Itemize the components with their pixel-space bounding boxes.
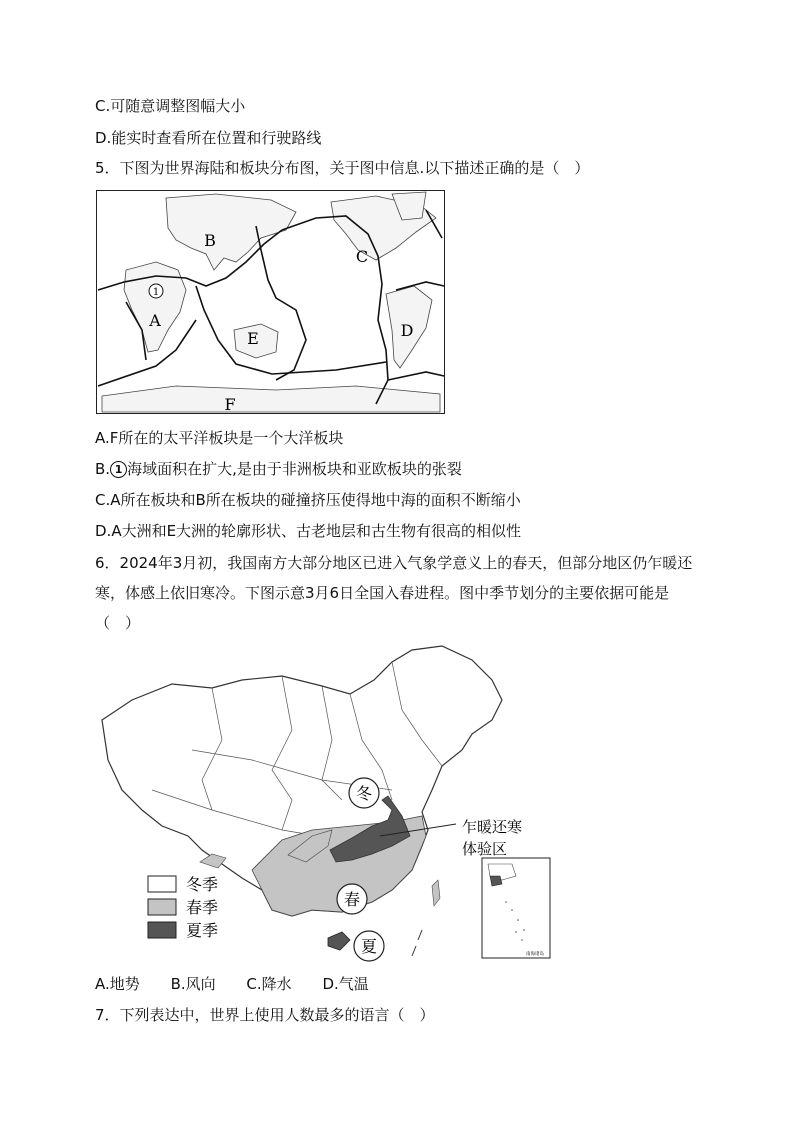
legend-label-summer: 夏季 xyxy=(186,921,219,940)
q6-option-c: C.降水 xyxy=(246,975,292,993)
q5-option-b xyxy=(95,459,462,479)
summer-label: 夏 xyxy=(360,937,378,956)
map-label-B: B xyxy=(204,231,216,250)
spring-label: 春 xyxy=(343,890,361,909)
map-label-F: F xyxy=(224,395,236,414)
prev-option-c: C.可随意调整图幅大小 xyxy=(95,97,246,115)
legend-swatch-summer xyxy=(148,922,176,938)
q6-option-a: A.地势 xyxy=(95,975,140,993)
china-season-map xyxy=(92,640,562,969)
q6-option-b: B.风向 xyxy=(170,975,216,993)
map-label-C: C xyxy=(355,247,369,266)
legend-swatch-spring xyxy=(148,899,176,915)
prev-option-d: D.能实时查看所在位置和行驶路线 xyxy=(95,129,322,147)
legend-label-spring: 春季 xyxy=(186,898,219,917)
q7-stem: 7．下列表达中，世界上使用人数最多的语言（ ） xyxy=(95,1006,435,1024)
q6-stem: 6．2024年3月初，我国南方大部分地区已进入气象学意义上的春天，但部分地区仍乍暖还寒，体感上依旧寒冷。下图示意3月6日全国入春进程。图中季节划分的主要依据可能是（ ） xyxy=(95,554,693,632)
callout-line2: 体验区 xyxy=(462,840,508,858)
plate-map xyxy=(96,190,446,419)
q5-option-b-prefix: B. xyxy=(95,460,111,478)
winter-label: 冬 xyxy=(355,784,373,803)
map-label-circle1: 1 xyxy=(152,287,160,298)
legend-label-winter: 冬季 xyxy=(186,875,219,894)
map-label-E: E xyxy=(247,329,259,348)
q5-option-a: A.F所在的太平洋板块是一个大洋板块 xyxy=(95,429,344,447)
map-label-D: D xyxy=(400,321,414,340)
q5-option-d: D.A大洲和E大洲的轮廓形状、古老地层和古生物有很高的相似性 xyxy=(95,522,522,540)
inset-caption: 南海诸岛 xyxy=(526,952,544,957)
circle-number-icon: 1 xyxy=(110,461,127,478)
q6-option-d: D.气温 xyxy=(322,975,369,993)
q6-options xyxy=(95,974,395,994)
q5-option-c: C.A所在板块和B所在板块的碰撞挤压使得地中海的面积不断缩小 xyxy=(95,491,521,509)
map-label-A: A xyxy=(149,311,161,330)
taiwan-island xyxy=(432,880,440,906)
q5-option-b-text: 海域面积在扩大,是由于非洲板块和亚欧板块的张裂 xyxy=(127,460,462,478)
callout-line1: 乍暖还寒 xyxy=(462,818,523,836)
legend xyxy=(148,875,218,940)
legend-swatch-winter xyxy=(148,876,176,892)
q5-stem: 5．下图为世界海陆和板块分布图，关于图中信息.以下描述正确的是（ ） xyxy=(95,159,590,177)
hainan-island xyxy=(328,932,350,950)
